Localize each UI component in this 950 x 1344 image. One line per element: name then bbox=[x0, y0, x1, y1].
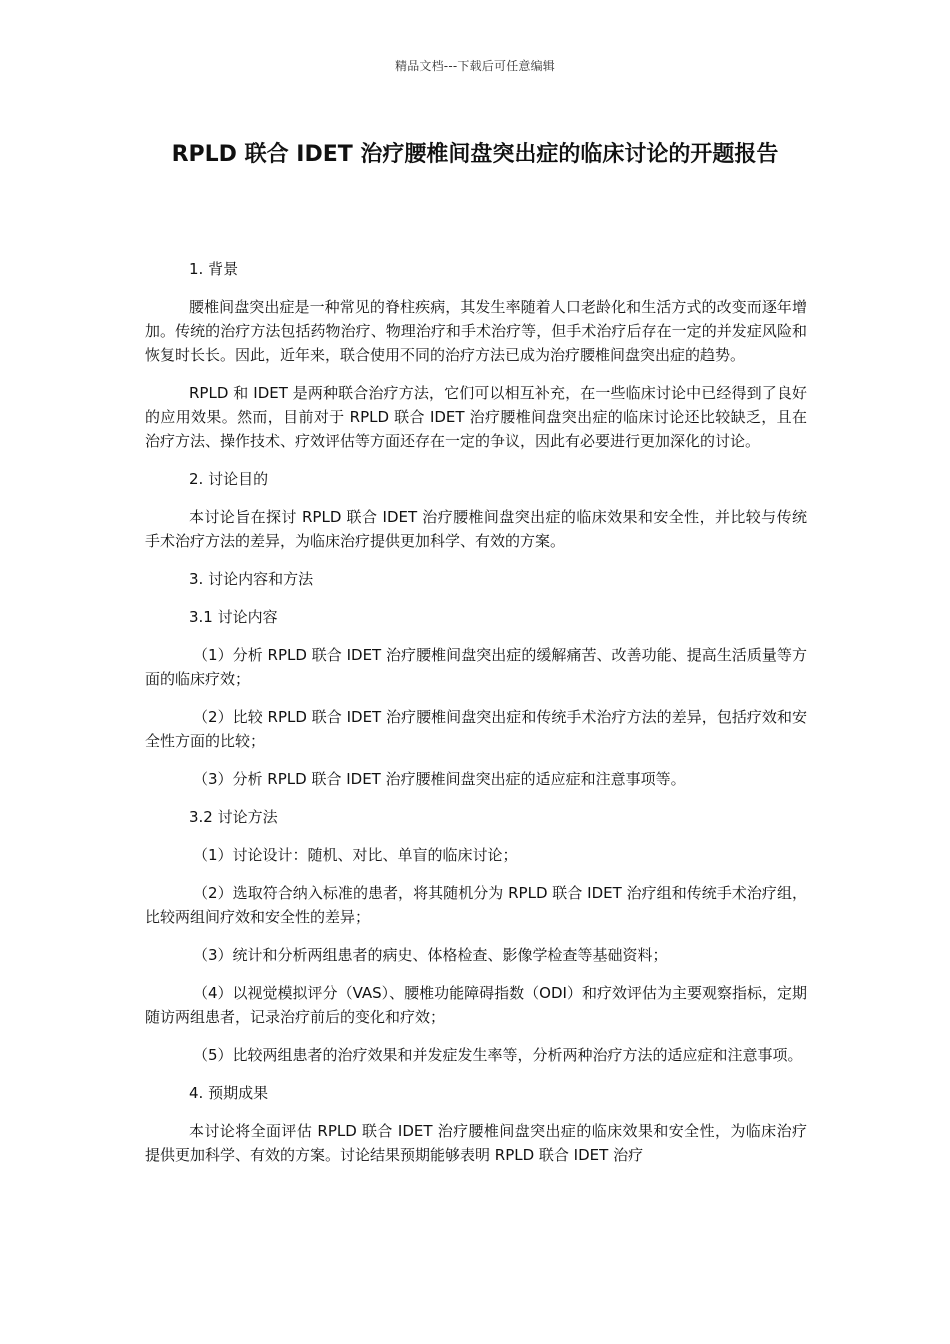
list-item-method-5: （5）比较两组患者的治疗效果和并发症发生率等，分析两种治疗方法的适应症和注意事项。 bbox=[193, 1046, 803, 1064]
page-header: 精品文档---下载后可任意编辑 bbox=[395, 59, 555, 73]
list-item-content-1: （1）分析 RPLD 联合 IDET 治疗腰椎间盘突出症的缓解痛苦、改善功能、提高生活质量等方面的临床疗效； bbox=[145, 646, 807, 688]
section-heading-content-method: 3. 讨论内容和方法 bbox=[189, 570, 314, 588]
document-title: RPLD 联合 IDET 治疗腰椎间盘突出症的临床讨论的开题报告 bbox=[171, 142, 779, 167]
list-item-method-3: （3）统计和分析两组患者的病史、体格检查、影像学检查等基础资料； bbox=[193, 946, 668, 964]
list-item-method-1: （1）讨论设计：随机、对比、单盲的临床讨论； bbox=[193, 846, 518, 864]
paragraph-background-1: 腰椎间盘突出症是一种常见的脊柱疾病，其发生率随着人口老龄化和生活方式的改变而逐年增加。传统的治疗方法包括药物治疗、物理治疗和手术治疗等，但手术治疗后存在一定的并发症风险和恢复时长长。因此，近年来，联合使用不同的治疗方法已成为治疗腰椎间盘突出症的趋势。 bbox=[145, 298, 807, 364]
list-item-content-2: （2）比较 RPLD 联合 IDET 治疗腰椎间盘突出症和传统手术治疗方法的差异，包括疗效和安全性方面的比较； bbox=[145, 708, 807, 750]
section-heading-expected: 4. 预期成果 bbox=[189, 1084, 269, 1102]
list-item-content-3: （3）分析 RPLD 联合 IDET 治疗腰椎间盘突出症的适应症和注意事项等。 bbox=[193, 770, 686, 788]
section-heading-background: 1. 背景 bbox=[189, 260, 239, 278]
paragraph-purpose-1: 本讨论旨在探讨 RPLD 联合 IDET 治疗腰椎间盘突出症的临床效果和安全性，并比较与传统手术治疗方法的差异，为临床治疗提供更加科学、有效的方案。 bbox=[145, 508, 807, 550]
list-item-method-4: （4）以视觉模拟评分（VAS）、腰椎功能障碍指数（ODI）和疗效评估为主要观察指标，定期随访两组患者，记录治疗前后的变化和疗效； bbox=[145, 984, 807, 1026]
paragraph-background-2: RPLD 和 IDET 是两种联合治疗方法，它们可以相互补充，在一些临床讨论中已经得到了良好的应用效果。然而，目前对于 RPLD 联合 IDET 治疗腰椎间盘突出症的临床讨论还比较缺乏，且在治疗方法、操作技术、疗效评估等方面还存在一定的争议，因此有必要进行更加深化的讨论。 bbox=[145, 384, 807, 450]
document-body bbox=[145, 257, 807, 1181]
section-heading-purpose: 2. 讨论目的 bbox=[189, 470, 269, 488]
subsection-heading-content: 3.1 讨论内容 bbox=[189, 608, 278, 626]
paragraph-expected-1: 本讨论将全面评估 RPLD 联合 IDET 治疗腰椎间盘突出症的临床效果和安全性，为临床治疗提供更加科学、有效的方案。讨论结果预期能够表明 RPLD 联合 IDET 治疗 bbox=[145, 1122, 807, 1164]
list-item-method-2: （2）选取符合纳入标准的患者，将其随机分为 RPLD 联合 IDET 治疗组和传统手术治疗组，比较两组间疗效和安全性的差异； bbox=[145, 884, 807, 926]
subsection-heading-method: 3.2 讨论方法 bbox=[189, 808, 278, 826]
